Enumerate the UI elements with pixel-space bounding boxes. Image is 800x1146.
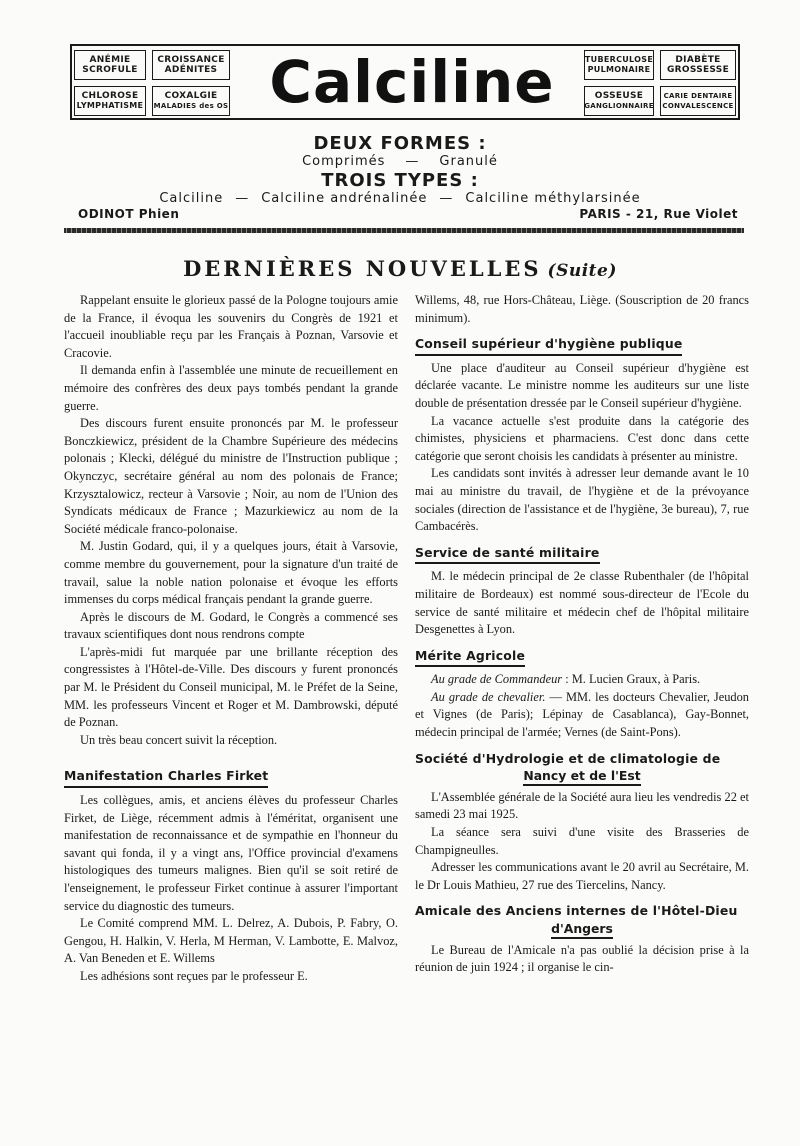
ad-box-anemie — [74, 50, 146, 80]
article-paragraph: Une place d'auditeur au Conseil supérieur d'hygiène est déclarée vacante. Le ministre nomme les auditeurs sur une liste double de présentation dressée par le Conseil supérieur d'hygiène. — [415, 360, 749, 410]
ad-box-line: LYMPHATISME — [76, 101, 144, 110]
types-title: TROIS TYPES : — [321, 170, 479, 191]
article-paragraph — [415, 689, 749, 742]
article-paragraph: Les adhésions sont reçues par le professeur E. — [80, 968, 308, 983]
type-item: Calciline andrénalinée — [261, 191, 428, 206]
subheading-amicale: Amicale des Anciens internes de l'Hôtel-Dieu — [415, 903, 738, 919]
article-paragraph: Rappelant ensuite le glorieux passé de la Pologne toujours amie de la France, il évoqua les souvenirs du Congrès de 1921 et l'accueil inoubliable reçu par les Français à Poznan, Varsovie et Cracovie. — [64, 293, 398, 360]
ad-box-line: TUBERCULOSE — [584, 55, 654, 64]
article-paragraph: Le Bureau de l'Amicale n'a pas oublié la décision prise à la réunion de juin 1924 ; il organise le cin- — [415, 942, 749, 975]
right-column — [415, 292, 749, 977]
form-item: Granulé — [439, 154, 498, 169]
banner-divider — [64, 228, 744, 233]
types-list — [0, 191, 800, 206]
manufacturer-name: ODINOT Phien — [78, 207, 180, 221]
article-paragraph — [415, 671, 749, 689]
subheading-merite-agricole: Mérite Agricole — [415, 647, 525, 668]
article-paragraph: L'après-midi fut marquée par une brillante réception des congressistes à l'Hôtel-de-Ville. Des discours y furent prononcés par M. le Président du Conseil municipal, M. le Préfet de la Seine, MM. les professeurs Vincent et Roger et M. Dambrowski, député de Poznan. — [64, 644, 398, 730]
article-paragraph: Adresser les communications avant le 20 avril au Secrétaire, M. le Dr Louis Mathieu, 27 rue des Tiercelins, Nancy. — [415, 860, 749, 892]
section-title-suite: (Suite) — [547, 261, 617, 281]
subheading-conseil-hygiene: Conseil supérieur d'hygiène publique — [415, 335, 682, 356]
subheading-text: d'Angers — [551, 921, 613, 939]
article-paragraph: Le Comité comprend MM. L. Delrez, A. Dubois, P. Fabry, O. Gengou, H. Halkin, V. Herla, M Herman, V. Lambotte, E. Malvoz, A. Van Beneden et E. Willems — [64, 916, 398, 966]
ad-box-line: GROSSESSE — [666, 65, 730, 75]
article-paragraph: La vacance actuelle s'est produite dans la catégorie des chimistes, physiciens et pharmaciens. C'est donc dans cette catégorie que seront choisis les candidats à présenter au ministre. — [415, 413, 749, 463]
article-paragraph: M. Justin Godard, qui, il y a quelques jours, était à Varsovie, comme membre du gouvernement, pour la signature d'un traité de travail, salue la noble nation polonaise et évoque les efforts immenses du corps médical français pendant la grande guerre. — [64, 539, 398, 607]
ad-box-line: SCROFULE — [82, 65, 138, 75]
type-separator: — — [235, 191, 250, 206]
form-separator: — — [405, 154, 420, 169]
ad-box-line: ADÉNITES — [164, 65, 218, 75]
subheading-firket: Manifestation Charles Firket — [64, 767, 268, 788]
ad-box-line: DIABÈTE — [675, 55, 721, 65]
grade-label: Au grade de Commandeur — [431, 672, 563, 687]
article-paragraph: Willems, 48, rue Hors-Château, Liège. (Souscription de 20 francs minimum). — [415, 293, 749, 325]
ad-box-line: ANÉMIE — [89, 55, 131, 65]
ad-box-line: CHLOROSE — [81, 91, 139, 101]
left-column — [64, 292, 398, 986]
article-paragraph: La séance sera suivi d'une visite des Brasseries de Champigneulles. — [415, 825, 749, 857]
ad-box-coxalgie — [152, 86, 230, 116]
section-title-text: DERNIÈRES NOUVELLES — [183, 256, 542, 281]
ad-box-chlorose — [74, 86, 146, 116]
ad-box-line: MALADIES des OS — [153, 102, 229, 110]
section-title — [0, 256, 800, 281]
manufacturer-address: PARIS - 21, Rue Violet — [579, 207, 738, 221]
article-paragraph: L'Assemblée générale de la Société aura lieu les vendredis 22 et samedi 23 mai 1925. — [415, 789, 749, 822]
subheading-hydrologie-line2 — [415, 767, 749, 785]
article-paragraph: Des discours furent ensuite prononcés par M. le professeur Bonczkiewicz, président de la Chambre Supérieure des médecins polonais ; Klecki, délégué du ministre de l'Instruction publique ; Okynczyc, secrétaire général au nom des polonais de France; Krzysztalowicz, recteur à Varsovie ; Noir, au nom de l'Union des Syndicats médicaux de France ; Mazurkiewicz au nom de la Société médicale franco-polonaise. — [64, 416, 398, 536]
form-item: Comprimés — [302, 154, 386, 169]
ad-box-line: CONVALESCENCE — [662, 102, 734, 110]
type-item: Calciline méthylarsinée — [465, 191, 641, 206]
subheading-hydrologie: Société d'Hydrologie et de climatologie de — [415, 750, 721, 766]
ad-box-line: OSSEUSE — [594, 91, 644, 101]
article-paragraph: M. le médecin principal de 2e classe Rubenthaler (de l'hôpital militaire de Bordeaux) est nommé sous-directeur de l'Ecole du service de santé militaire et médecin chef de l'hôpital militaire Desgenettes à Lyon. — [415, 569, 749, 637]
grade-label: Au grade de chevalier. — [431, 689, 546, 704]
ad-box-osseuse — [584, 86, 654, 116]
article-paragraph: Un très beau concert suivit la réception. — [80, 732, 278, 747]
forms-title: DEUX FORMES : — [313, 133, 487, 154]
ad-box-line: GANGLIONNAIRE — [584, 102, 654, 110]
advertisement-banner — [70, 44, 740, 120]
subheading-sante-militaire: Service de santé militaire — [415, 544, 600, 565]
grade-text: — MM. les docteurs Chevalier, Jeudon et Vignes (de Paris); Lépinay de Casablanca), Gay-Bonnet, médecin principal de l'armée; Vernes (de Saint-Pons). — [415, 689, 750, 740]
ad-box-line: CARIE DENTAIRE — [663, 92, 733, 100]
subheading-amicale-line2 — [415, 920, 749, 938]
forms-list — [0, 154, 800, 169]
ad-box-carie — [660, 86, 736, 116]
ad-box-line: PULMONAIRE — [587, 65, 651, 74]
article-paragraph: Les candidats sont invités à adresser leur demande avant le 10 mai au ministre du travail, de l'hygiène et de la prévoyance sociales (direction de l'assistance et de l'hygiène, 3e bureau), 7, rue Cambacérès. — [415, 466, 749, 534]
ad-box-diabete — [660, 50, 736, 80]
ad-box-line: COXALGIE — [164, 91, 218, 101]
ad-box-tuberculose — [584, 50, 654, 80]
ad-box-line: CROISSANCE — [157, 55, 225, 65]
article-paragraph: Il demanda enfin à l'assemblée une minute de recueillement en mémoire des confrères des deux pays tombés pendant la grande guerre. — [64, 363, 398, 413]
brand-name: Calciline — [269, 48, 555, 116]
article-paragraph: Après le discours de M. Godard, le Congrès a commencé ses travaux scientifiques dont nous rendrons compte — [64, 609, 398, 642]
type-separator: — — [439, 191, 454, 206]
type-item: Calciline — [159, 191, 224, 206]
article-paragraph: Les collègues, amis, et anciens élèves du professeur Charles Firket, de Liège, récemment admis à l'éméritat, organisent une manifestation de reconnaissance et de sympathie en l'honneur du savant qui fonda, il y a vingt ans, l'Office provincial d'examens histologiques des tumeurs malignes. Bien qu'il se soit retiré de l'enseignement, le professeur Firket continue à assurer l'important service du diagnostic des tumeurs. — [64, 793, 398, 913]
subheading-text: Nancy et de l'Est — [523, 768, 640, 786]
grade-text: : M. Lucien Graux, à Paris. — [562, 672, 701, 687]
ad-box-croissance — [152, 50, 230, 80]
